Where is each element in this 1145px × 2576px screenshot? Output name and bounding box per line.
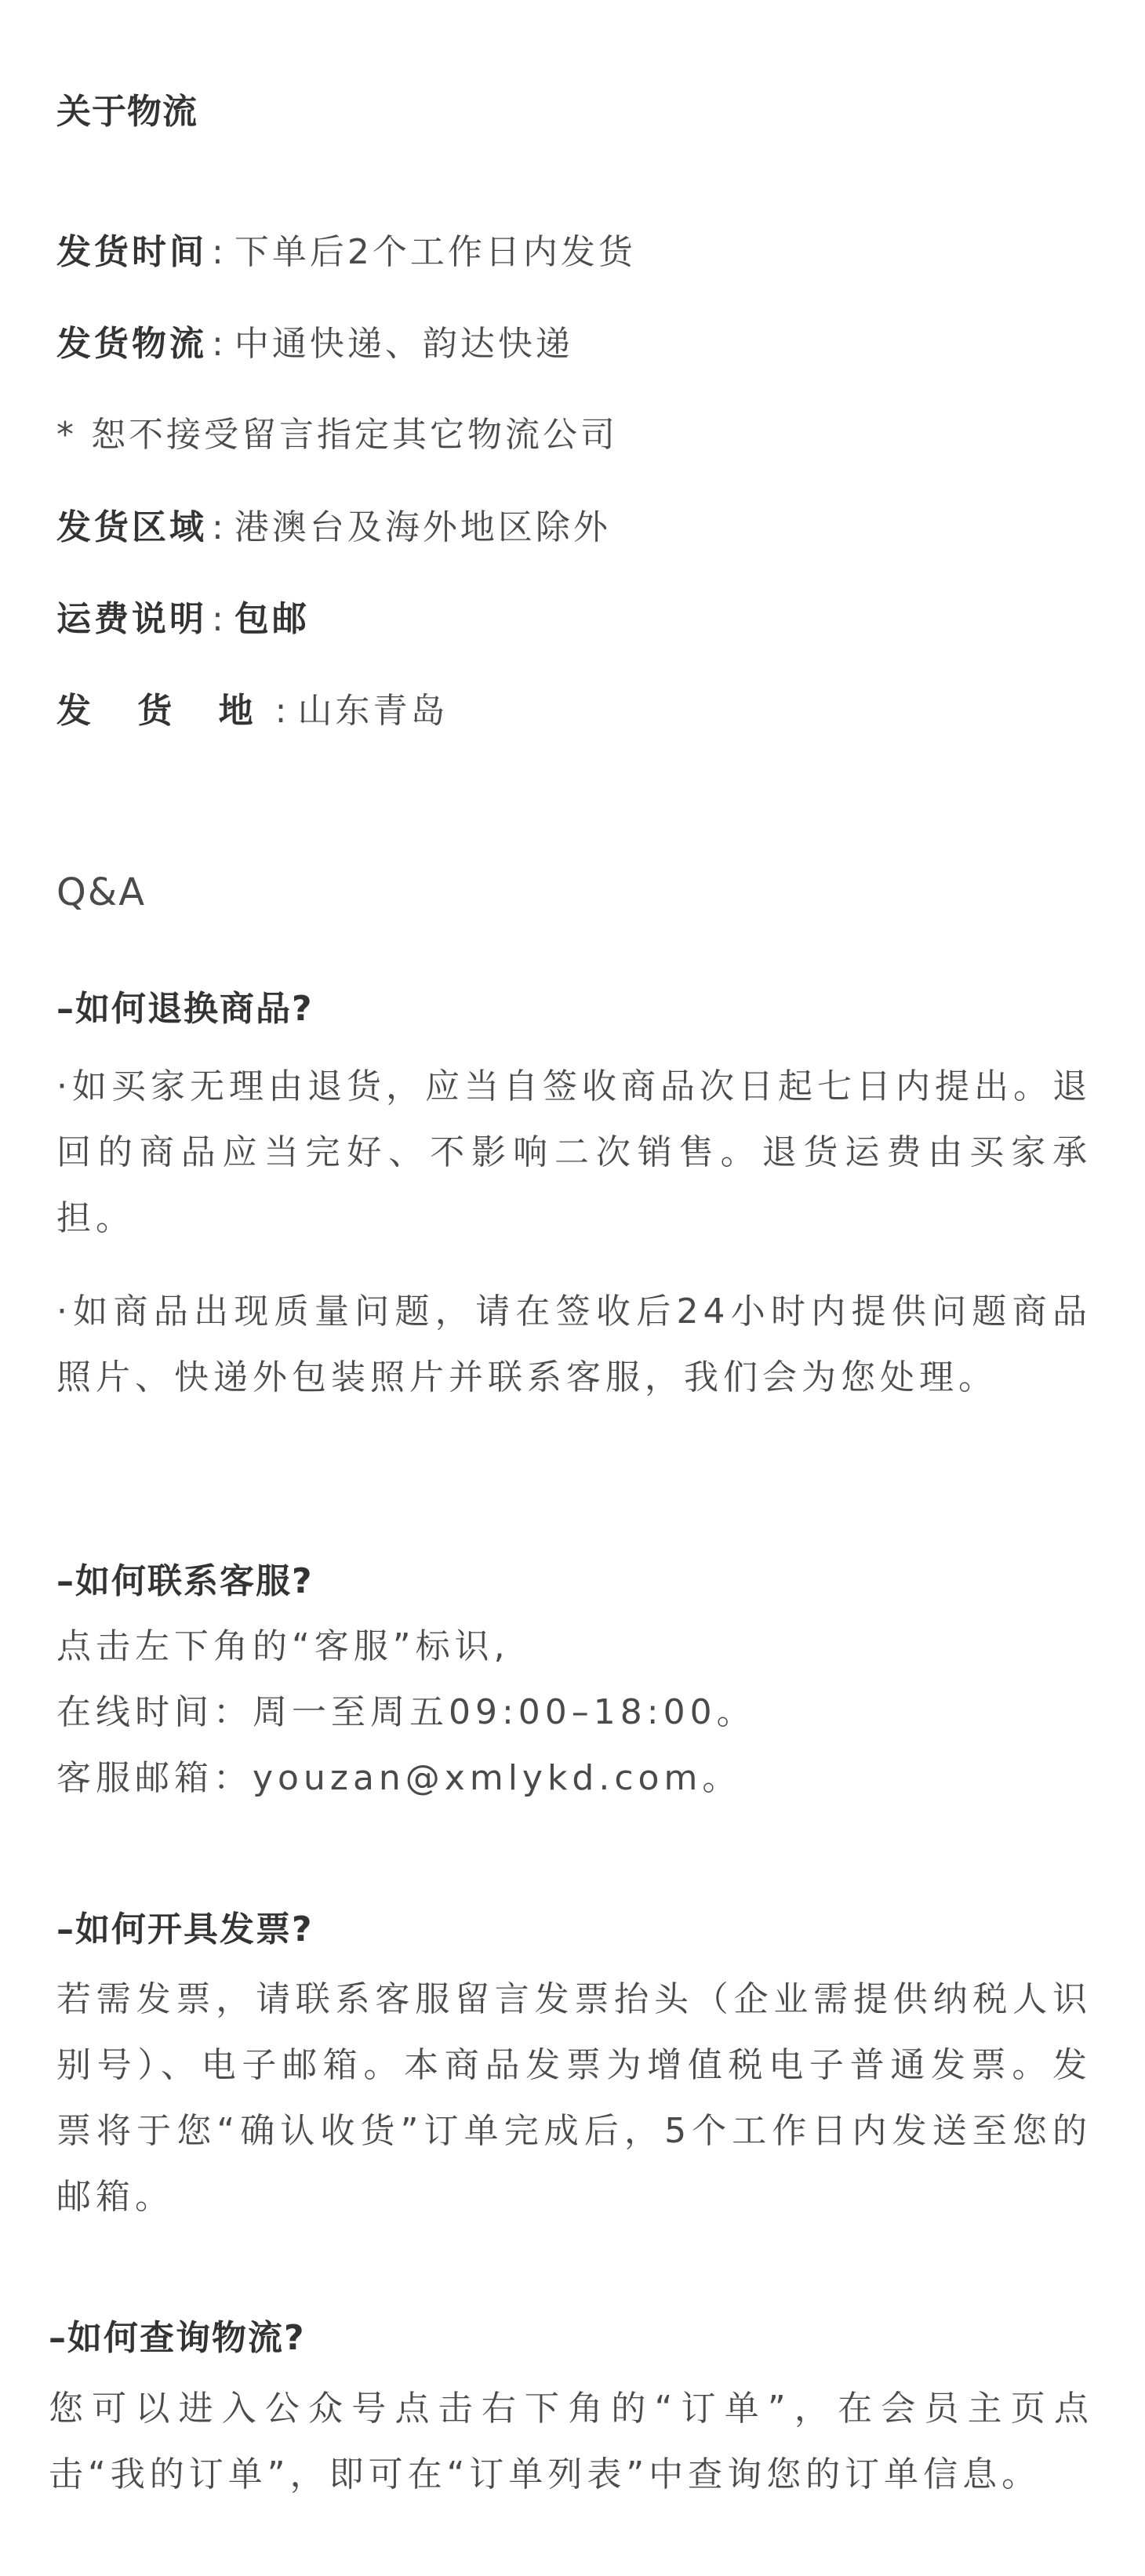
ship-carrier-label: 发货物流 bbox=[56, 324, 207, 364]
contact-line-1: 点击左下角的“客服”标识, bbox=[56, 1626, 510, 1666]
carrier-note: * 恕不接受留言指定其它物流公司 bbox=[56, 415, 618, 455]
return-answer-2: ·如商品出现质量问题，请在签收后24小时内提供问题商品照片、快递外包装照片并联系客服，我们会为您处理。 bbox=[56, 1292, 1092, 1397]
ship-area-row bbox=[56, 499, 611, 549]
ship-time-value: 下单后2个工作日内发货 bbox=[234, 232, 636, 272]
ship-area-label: 发货区域 bbox=[56, 507, 207, 547]
colon: : bbox=[212, 232, 227, 272]
contact-line-2: 在线时间：周一至周五09:00–18:00。 bbox=[56, 1692, 756, 1732]
ship-carrier-value: 中通快递、韵达快递 bbox=[234, 324, 573, 364]
invoice-question: –如何开具发票? bbox=[56, 1909, 314, 1949]
colon: : bbox=[212, 507, 227, 547]
shipping-fee-label: 运费说明 bbox=[56, 599, 207, 639]
return-answer-1: ·如买家无理由退货，应当自签收商品次日起七日内提出。退回的商品应当完好、不影响二次销售。退货运费由买家承担。 bbox=[56, 1066, 1092, 1238]
tracking-question: –如何查询物流? bbox=[49, 2318, 306, 2358]
ship-area-value: 港澳台及海外地区除外 bbox=[234, 507, 611, 547]
colon: : bbox=[212, 324, 227, 364]
return-question: –如何退换商品? bbox=[56, 989, 314, 1029]
ship-origin-value: 山东青岛 bbox=[297, 691, 449, 731]
colon: : bbox=[212, 599, 227, 639]
logistics-title: 关于物流 bbox=[56, 92, 198, 132]
contact-email-line: 客服邮箱：youzan@xmlykd.com。 bbox=[56, 1758, 742, 1798]
contact-question: –如何联系客服? bbox=[56, 1561, 314, 1601]
ship-origin-row bbox=[56, 682, 448, 732]
ship-origin-label: 发 货 地 bbox=[56, 691, 271, 731]
colon: : bbox=[274, 691, 290, 731]
shipping-fee-value: 包邮 bbox=[234, 599, 310, 639]
qa-title: Q&A bbox=[56, 870, 147, 914]
shipping-fee-row bbox=[56, 590, 310, 641]
ship-carrier-row bbox=[56, 315, 573, 365]
invoice-answer: 若需发票，请联系客服留言发票抬头（企业需提供纳税人识别号）、电子邮箱。本商品发票为增值税电子普通发票。发票将于您“确认收货”订单完成后，5个工作日内发送至您的邮箱。 bbox=[56, 1979, 1092, 2217]
tracking-answer: 您可以进入公众号点击右下角的“订单”，在会员主页点击“我的订单”，即可在“订单列表”中查询您的订单信息。 bbox=[49, 2389, 1093, 2494]
ship-time-row bbox=[56, 223, 636, 274]
ship-time-label: 发货时间 bbox=[56, 232, 207, 272]
